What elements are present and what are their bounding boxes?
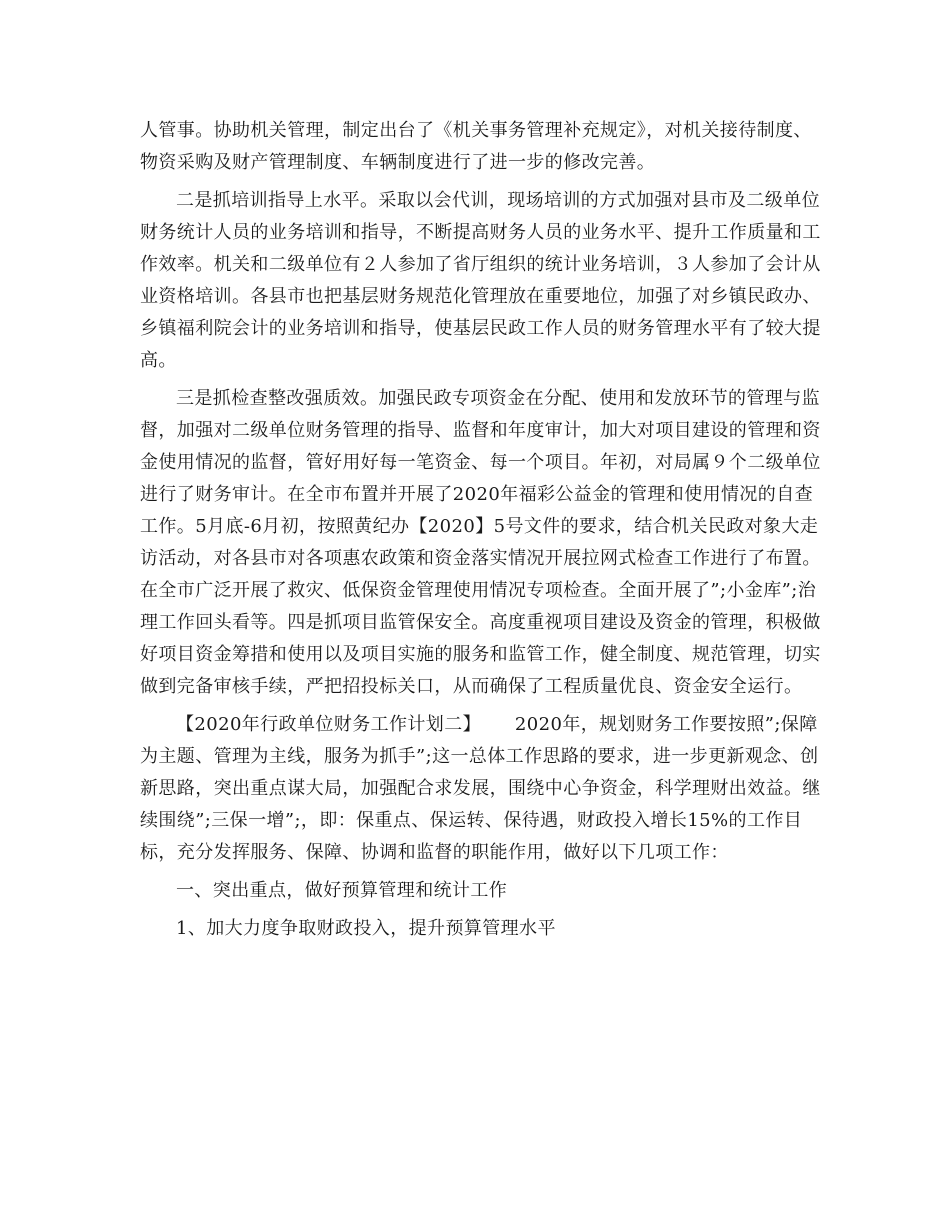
paragraph-2: 二是抓培训指导上水平。采取以会代训，现场培训的方式加强对县市及二级单位财务统计人员的业务培训和指导，不断提高财务人员的业务水平、提升工作质量和工作效率。机关和二级单位有２人参加了省厅组织的统计业务培训，３人参加了会计从业资格培训。各县市也把基层财务规范化管理放在重要地位，加强了对乡镇民政办、乡镇福利院会计的业务培训和指导，使基层民政工作人员的财务管理水平有了较大提高。 (140, 190, 821, 371)
subsection-heading: 1、加大力度争取财政投入，提升预算管理水平 (176, 918, 556, 939)
paragraph-3: 三是抓检查整改强质效。加强民政专项资金在分配、使用和发放环节的管理与监督，加强对二级单位财务管理的指导、监督和年度审计，加大对项目建设的管理和资金使用情况的监督，管好用好每一笔资金、每一个项目。年初，对局属９个二级单位进行了财务审计。在全市布置并开展了2020年福彩公益金的管理和使用情况的自查工作。5月底-6月初，按照黄纪办【2020】5号文件的要求，结合机关民政对象大走访活动，对各县市对各项惠农政策和资金落实情况开展拉网式检查工作进行了布置。在全市广泛开展了救灾、低保资金管理使用情况专项检查。全面开展了”;小金库”;治理工作回头看等。四是抓项目监管保安全。高度重视项目建设及资金的管理，积极做好项目资金筹措和使用以及项目实施的服务和监管工作，健全制度、规范管理，切实做到完备审核手续，严把招投标关口，从而确保了工程质量优良、资金安全运行。 (140, 388, 821, 697)
document-body (140, 115, 830, 951)
section-heading: 一、突出重点，做好预算管理和统计工作 (176, 880, 508, 901)
paragraph-1: 人管事。协助机关管理，制定出台了《机关事务管理补充规定》，对机关接待制度、物资采购及财产管理制度、车辆制度进行了进一步的修改完善。 (140, 120, 812, 173)
paragraph-4: 【2020年行政单位财务工作计划二】 2020年，规划财务工作要按照”;保障为主题、管理为主线，服务为抓手”;这一总体工作思路的要求，进一步更新观念、创新思路，突出重点谋大局，加强配合求发展，围绕中心争资金，科学理财出效益。继续围绕”;三保一增”;，即：保重点、保运转、保待遇，财政投入增长15%的工作目标，充分发挥服务、保障、协调和监督的职能作用，做好以下几项工作： (140, 714, 821, 863)
